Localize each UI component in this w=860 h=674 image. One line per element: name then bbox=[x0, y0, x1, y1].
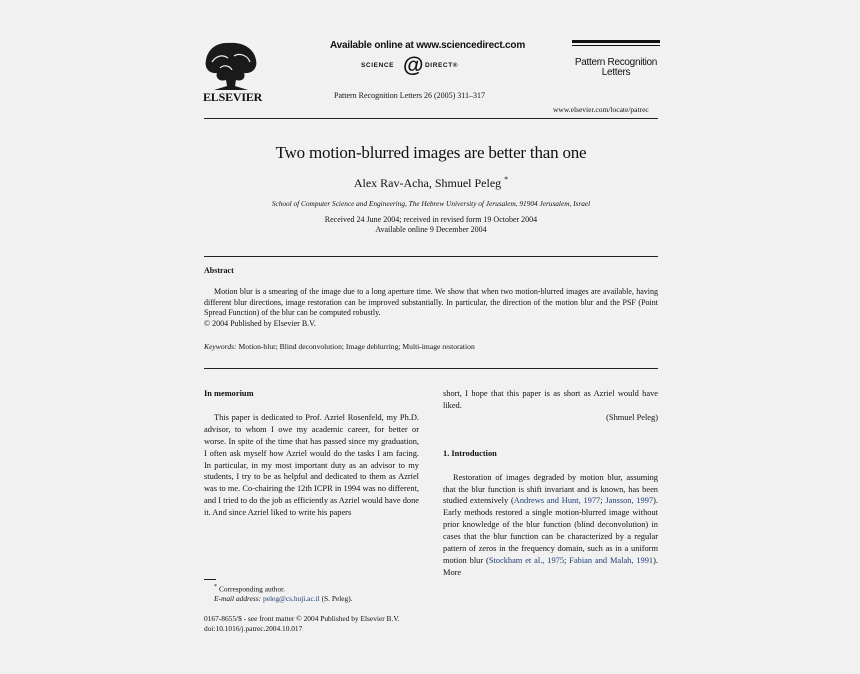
journal-logo-bar bbox=[572, 40, 660, 43]
sd-logo-right: DIRECT® bbox=[425, 62, 459, 69]
header-rule bbox=[204, 118, 658, 119]
footnote-rule bbox=[204, 579, 216, 580]
abstract-heading: Abstract bbox=[204, 266, 234, 275]
memoriam-heading: In memorium bbox=[204, 389, 254, 398]
abstract-copyright: © 2004 Published by Elsevier B.V. bbox=[204, 318, 316, 328]
introduction-body: Restoration of images degraded by motion blur, assuming that the blur function is shift invariant and is known, has been studied extensively (Andrews and Hunt, 1977; Jansson, 1997). Early methods restored a single motion-blurred image without prior knowledge of the blur function (blind deconvolution) in cases that the blur function can be characterized by a regular pattern of zeros in the frequency domain, such as in a uniform motion blur (Stockham et al., 1975; Fabian and Malah, 1991). More bbox=[443, 472, 659, 577]
ref-fabian-malah[interactable]: Fabian and Malah, 1991 bbox=[569, 555, 654, 565]
journal-logo bbox=[572, 40, 660, 82]
imprint bbox=[204, 614, 464, 634]
sciencedirect-logo bbox=[359, 54, 471, 79]
paper-title: Two motion-blurred images are better than one bbox=[275, 143, 587, 162]
sd-at-icon: @ bbox=[403, 54, 424, 77]
abstract-bottom-rule bbox=[204, 368, 658, 369]
journal-logo-text: Pattern Recognition Letters bbox=[574, 57, 658, 78]
keywords: Keywords: Motion-blur; Blind deconvolution; Image deblurring; Multi-image restoration bbox=[204, 342, 475, 351]
corresponding-author-note: Corresponding author. bbox=[218, 584, 286, 594]
left-column bbox=[204, 388, 419, 519]
footnote: * Corresponding author. E-mail address: peleg@cs.huji.ac.il (S. Peleg). bbox=[204, 582, 419, 604]
introduction-heading: 1. Introduction bbox=[443, 448, 497, 458]
affiliation: School of Computer Science and Engineering, The Hebrew University of Jerusalem, 91904 Jerusalem, Israel bbox=[271, 199, 591, 208]
ref-jansson[interactable]: Jansson, 1997 bbox=[605, 496, 654, 506]
paper-authors: Alex Rav-Acha, Shmuel Peleg * bbox=[353, 175, 509, 190]
publisher-name: ELSEVIER bbox=[203, 90, 263, 104]
memoriam-continued: short, I hope that this paper is as short as Azriel would have liked. bbox=[443, 389, 658, 410]
memoriam-body: This paper is dedicated to Prof. Azriel Rosenfeld, my Ph.D. advisor, to whom I owe my academic career, for better or worse. In spite of the time that has passed since my graduation, I often ask myself how Azriel would do the tasks I am facing. In particular, in my most important duty as an advisor to my students, I try to be as helpful and dedicated to them as Azriel was to me. Co-chairing the 12th ICPR in 1994 was no different, and I tried to do the job as efficiently as Azriel would have done it. And since Azriel liked to write his papers bbox=[204, 412, 419, 518]
sd-logo-left: SCIENCE bbox=[361, 62, 395, 69]
elsevier-tree-logo bbox=[202, 40, 260, 92]
author-email-link[interactable]: peleg@cs.huji.ac.il bbox=[263, 594, 320, 604]
received-dates: Received 24 June 2004; received in revised form 19 October 2004 Available online 9 December 2004 bbox=[324, 215, 538, 234]
right-column bbox=[443, 388, 658, 579]
journal-logo-rule bbox=[572, 45, 660, 46]
corresponding-author-mark: * bbox=[504, 175, 509, 184]
ref-andrews-hunt[interactable]: Andrews and Hunt, 1977 bbox=[513, 496, 601, 506]
memoriam-signature: (Shmuel Peleg) bbox=[606, 412, 658, 422]
doi-line: doi:10.1016/j.patrec.2004.10.017 bbox=[204, 624, 303, 633]
journal-url: www.elsevier.com/locate/patrec bbox=[553, 105, 649, 114]
abstract-body: Motion blur is a smearing of the image due to a long aperture time. We show that when two motion-blurred images are available, having different blur directions, image restoration can be improved substantially. In particular, the direction of the motion blur and the PSF (Point Spread Function) of the blur can be computed robustly. © 2004 Published by Elsevier B.V. bbox=[204, 287, 658, 328]
journal-citation: Pattern Recognition Letters 26 (2005) 311–317 bbox=[334, 91, 486, 100]
abstract-top-rule bbox=[204, 256, 658, 257]
available-online-text: Available online at www.sciencedirect.com bbox=[330, 40, 526, 51]
ref-stockham[interactable]: Stockham et al., 1975 bbox=[488, 555, 565, 565]
front-matter-line: 0167-8655/$ - see front matter © 2004 Published by Elsevier B.V. bbox=[204, 614, 400, 623]
